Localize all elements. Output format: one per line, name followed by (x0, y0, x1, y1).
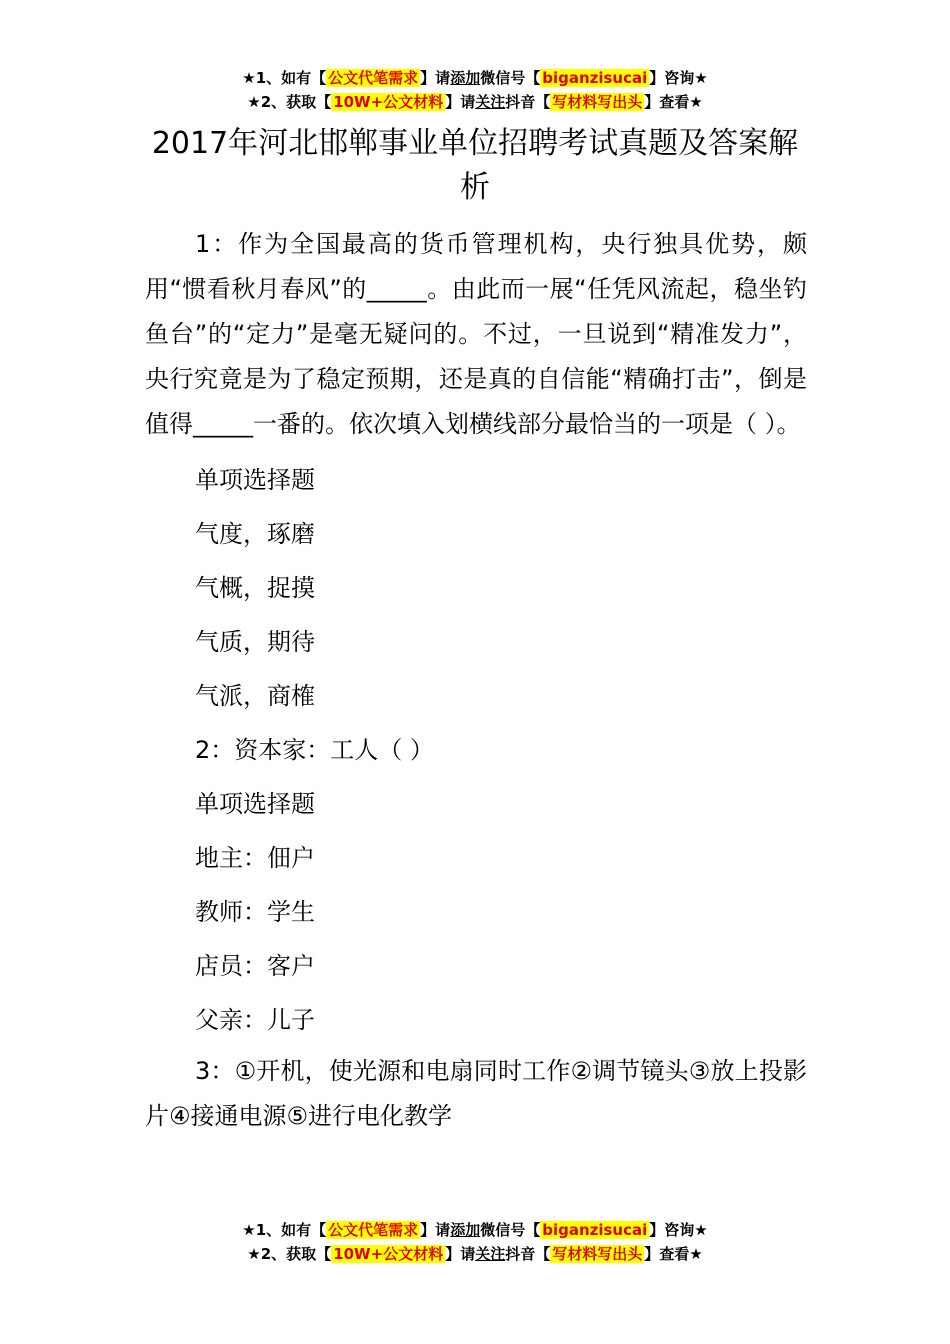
banner-highlight: 10W+公文材料 (333, 1245, 444, 1263)
question-1-option: 气概，捉摸 (195, 574, 315, 602)
question-2-text: 2：资本家：工人（ ） (195, 736, 434, 764)
header-banner (0, 66, 950, 114)
banner-underlined: 关注 (475, 1245, 506, 1263)
banner-text: 抖音【 (505, 93, 551, 111)
banner-text: 】咨询★ (649, 1221, 708, 1239)
question-2-option: 店员：客户 (195, 952, 315, 980)
banner-text: 】请 (445, 93, 476, 111)
banner-text: ★1、如有【 (242, 69, 327, 87)
banner-highlight: 公文代笔需求 (328, 69, 419, 87)
question-3-text: 3：①开机，使光源和电扇同时工作②调节镜头③放上投影片④接通电源⑤进行电化教学 (145, 1057, 807, 1130)
banner-text: 】咨询★ (649, 69, 708, 87)
question-1-option: 气质，期待 (195, 628, 315, 656)
banner-text: ★1、如有【 (242, 1221, 327, 1239)
question-1-type: 单项选择题 (195, 466, 315, 494)
banner-text: 】请 (445, 1245, 476, 1263)
banner-underlined: 关注 (475, 93, 506, 111)
banner-highlight: 公文代笔需求 (328, 1221, 419, 1239)
banner-highlight: 10W+公文材料 (333, 93, 444, 111)
banner-text: 】查看★ (644, 93, 703, 111)
document-body (145, 222, 807, 1139)
footer-banner (0, 1218, 950, 1266)
question-1-text: 1：作为全国最高的货币管理机构，央行独具优势，颇用“惯看秋月春风”的_____。由此而一展“任凭风流起，稳坐钓鱼台”的“定力”是毫无疑问的。不过，一旦说到“精准发力”，央行究竟是为了稳定预期，还是真的自信能“精确打击”，倒是值得_____一番的。依次填入划横线部分最恰当的一项是（ ）。 (145, 230, 807, 438)
banner-highlight: 写材料写出头 (552, 1245, 643, 1263)
question-2-type: 单项选择题 (195, 790, 315, 818)
question-2-option: 地主：佃户 (195, 844, 315, 872)
banner-underlined: 添加 (450, 1221, 481, 1239)
banner-underlined: 添加 (450, 69, 481, 87)
banner-line-2 (0, 1242, 950, 1266)
banner-highlight: 写材料写出头 (552, 93, 643, 111)
question-2-option: 教师：学生 (195, 898, 315, 926)
banner-text: ★2、获取【 (247, 1245, 332, 1263)
banner-text: 抖音【 (505, 1245, 551, 1263)
banner-text: 】请 (420, 69, 451, 87)
banner-line-2 (0, 90, 950, 114)
banner-text: ★2、获取【 (247, 93, 332, 111)
banner-line-1 (0, 1218, 950, 1242)
banner-text: 】请 (420, 1221, 451, 1239)
banner-text: 】查看★ (644, 1245, 703, 1263)
banner-line-1 (0, 66, 950, 90)
question-1-option: 气度，琢磨 (195, 520, 315, 548)
banner-text: 微信号【 (480, 69, 541, 87)
banner-highlight: biganzisucai (542, 69, 648, 87)
question-1-option: 气派，商榷 (195, 682, 315, 710)
page-title: 2017年河北邯郸事业单位招聘考试真题及答案解析 (151, 126, 799, 205)
banner-highlight: biganzisucai (542, 1221, 648, 1239)
banner-text: 微信号【 (480, 1221, 541, 1239)
question-2-option: 父亲：儿子 (195, 1006, 315, 1034)
